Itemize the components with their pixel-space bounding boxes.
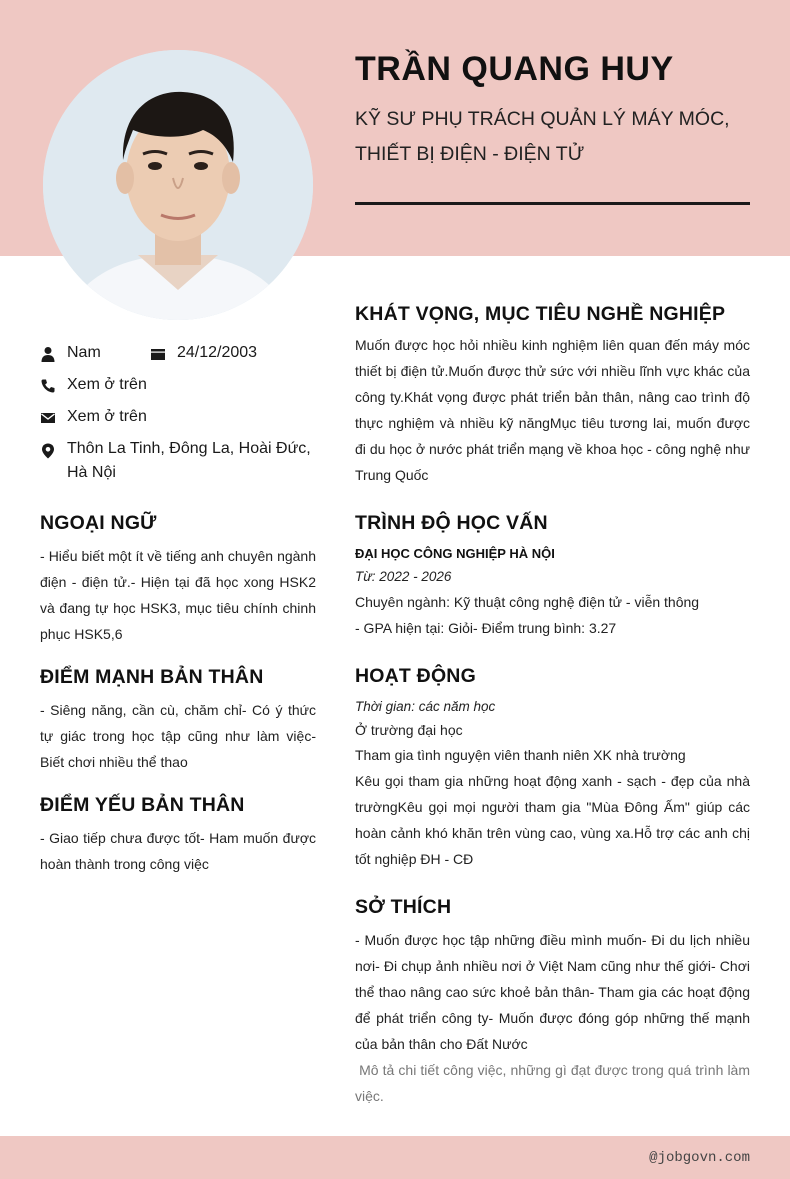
strengths-title: ĐIỂM MẠNH BẢN THÂN — [40, 666, 264, 688]
phone-icon — [40, 378, 56, 394]
email-row — [40, 408, 147, 429]
birthdate-row — [150, 344, 257, 365]
candidate-name: TRẦN QUANG HUY — [355, 50, 674, 88]
map-pin-icon — [40, 442, 56, 460]
objective-title: KHÁT VỌNG, MỤC TIÊU NGHỀ NGHIỆP — [355, 303, 726, 325]
calendar-icon — [150, 346, 166, 362]
portrait-photo — [43, 50, 313, 320]
job-title-line-1: KỸ SƯ PHỤ TRÁCH QUẢN LÝ MÁY MÓC, — [355, 108, 730, 130]
objective-text: Muốn được học hỏi nhiều kinh nghiệm liên quan đến máy móc thiết bị điện tử.Muốn được thử sức với nhiều lĩnh vực khác của công ty.Khát vọng được phát triển bản thân, nâng cao trình độ thực nghiệm và nhiều kỹ năngMục tiêu tương lai, muốn được đi du học ở nước phát triển mạng về khoa học - công nghệ như Trung Quốc — [355, 337, 750, 483]
address-value: Thôn La Tinh, Đông La, Hoài Đức, Hà Nội — [67, 440, 311, 481]
envelope-icon — [40, 410, 56, 426]
phone-row — [40, 376, 147, 397]
hobbies-title: SỞ THÍCH — [355, 896, 452, 918]
education-title: TRÌNH ĐỘ HỌC VẤN — [355, 512, 548, 534]
education-gpa: - GPA hiện tại: Giỏi- Điểm trung bình: 3.27 — [355, 620, 617, 636]
job-title-line-2: THIẾT BỊ ĐIỆN - ĐIỆN TỬ — [355, 143, 585, 165]
activities-text: Kêu gọi tham gia những hoạt động xanh - sạch - đẹp của nhà trườngKêu gọi mọi người tham gia "Mùa Đông Ấm" giúp các hoàn cảnh khó khăn trên vùng cao, vùng xa.Hỗ trợ các anh chị tốt nghiệp ĐH - CĐ — [355, 773, 750, 867]
education-period: Từ: 2022 - 2026 — [355, 569, 452, 584]
hobbies-text: - Muốn được học tập những điều mình muốn- Đi du lịch nhiều nơi- Đi chụp ảnh nhiều nơi ở Việt Nam cũng như thế giới- Chơi thể thao nâng cao sức khoẻ bản thân- Tham gia các hoạt động để phát triển công ty- Muốn được đóng góp những thế mạnh của bản thân cho Đất Nước — [355, 932, 750, 1052]
avatar — [43, 50, 313, 320]
footer-brand: @jobgovn.com — [649, 1150, 750, 1166]
title-divider — [355, 202, 750, 205]
gender-value: Nam — [67, 344, 101, 361]
hobbies-placeholder: Mô tả chi tiết công việc, những gì đạt được trong quá trình làm việc. — [355, 1062, 754, 1104]
languages-title: NGOẠI NGỮ — [40, 512, 157, 534]
education-school: ĐẠI HỌC CÔNG NGHIỆP HÀ NỘI — [355, 546, 555, 561]
education-major: Chuyên ngành: Kỹ thuật công nghệ điện tử - viễn thông — [355, 594, 700, 610]
strengths-text: - Siêng năng, cần cù, chăm chỉ- Có ý thức tự giác trong học tập cũng như làm việc- Biết chơi nhiều thể thao — [40, 702, 316, 770]
activities-title: HOẠT ĐỘNG — [355, 665, 476, 687]
address-row — [40, 440, 320, 485]
person-icon — [40, 346, 56, 362]
gender-row — [40, 344, 101, 365]
weaknesses-text: - Giao tiếp chưa được tốt- Ham muốn được hoàn thành trong công việc — [40, 830, 316, 872]
languages-text: - Hiểu biết một ít về tiếng anh chuyên ngành điện - điện tử.- Hiện tại đã học xong HSK2 và đang tự học HSK3, mục tiêu chính chinh phục HSK5,6 — [40, 548, 316, 642]
phone-value: Xem ở trên — [67, 376, 147, 393]
activities-time: Thời gian: các năm học — [355, 699, 496, 714]
activities-place: Ở trường đại học — [355, 722, 463, 738]
weaknesses-title: ĐIỂM YẾU BẢN THÂN — [40, 794, 245, 816]
activities-role: Tham gia tình nguyện viên thanh niên XK nhà trường — [355, 747, 686, 763]
email-value: Xem ở trên — [67, 408, 147, 425]
birthdate-value: 24/12/2003 — [177, 344, 258, 361]
job-title — [355, 102, 755, 172]
